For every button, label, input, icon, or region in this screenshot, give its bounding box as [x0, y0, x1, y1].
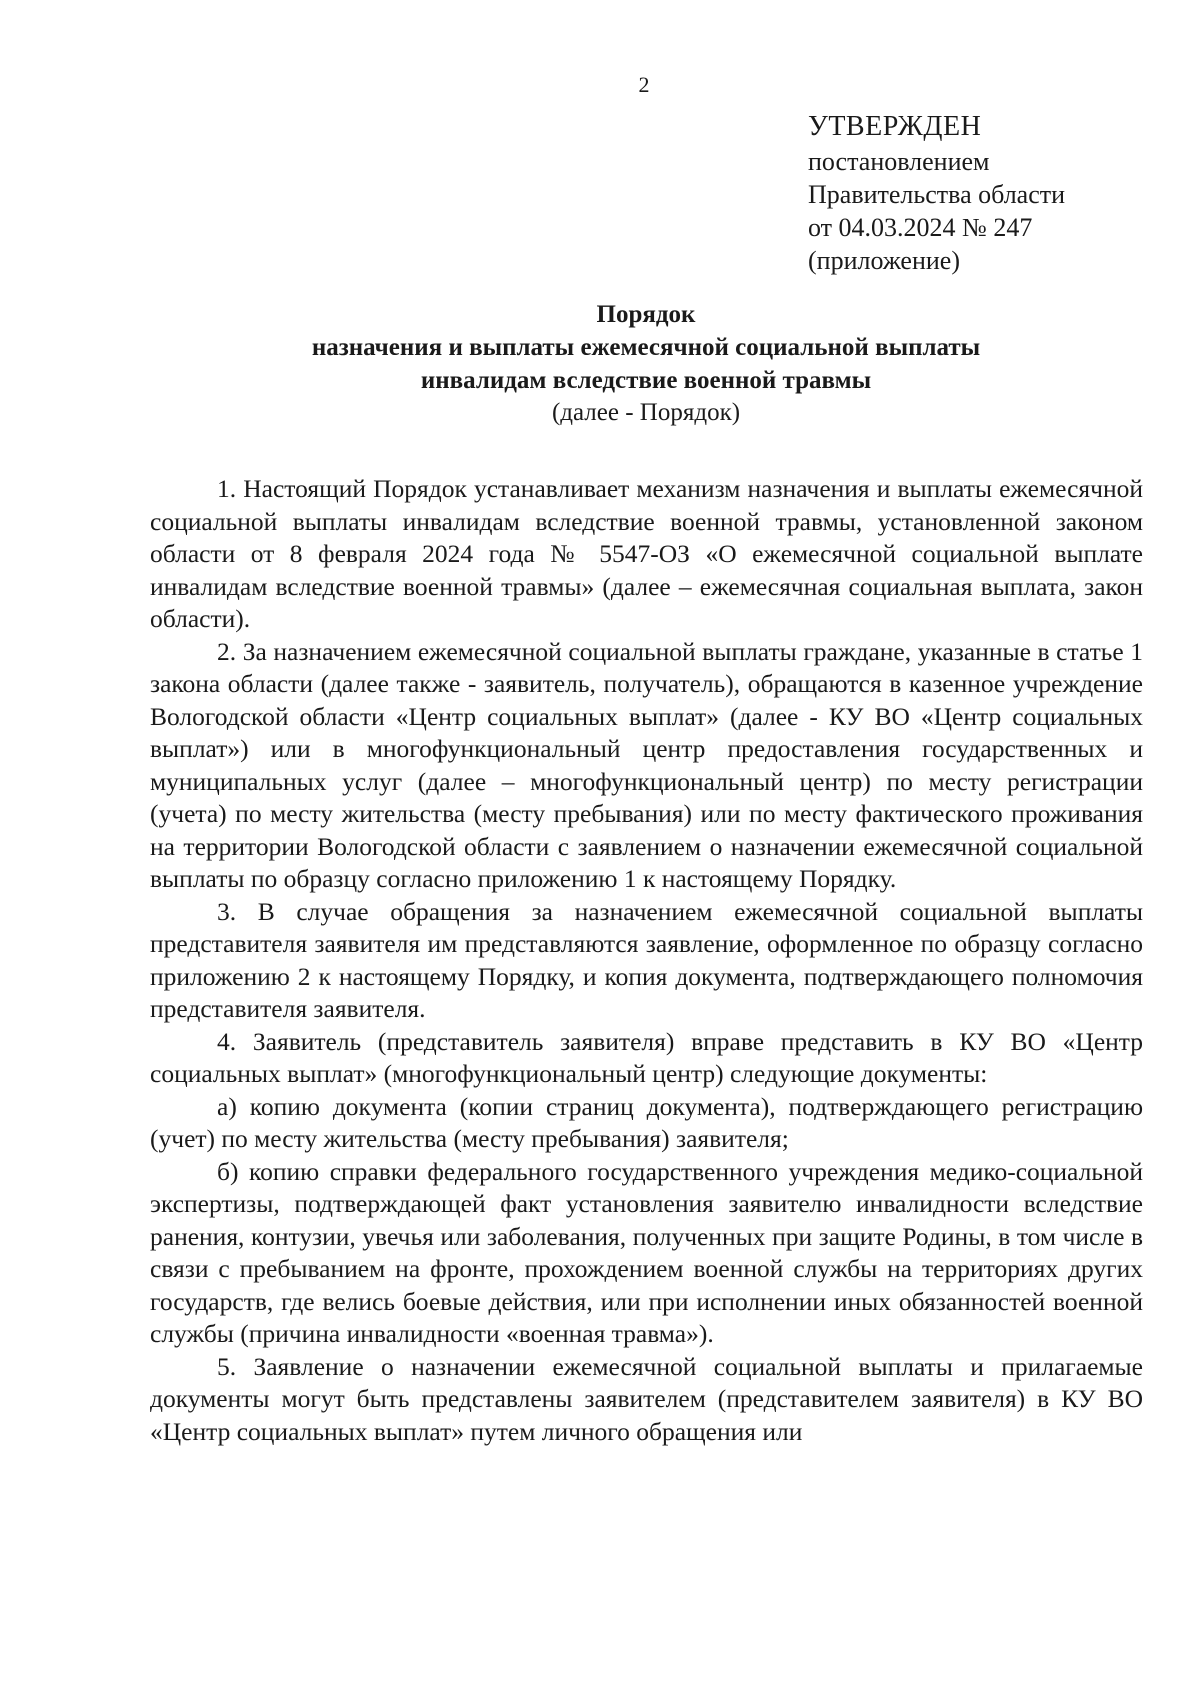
- document-heading: [140, 298, 1152, 429]
- paragraph-4b: б) копию справки федерального государственного учреждения медико-социальной экспертизы, подтверждающей факт установления заявителю инвалидности вследствие ранения, контузии, увечья или заболевания, полученных при защите Родины, в том числе в связи с пребыванием на фронте, прохождением военной службы на территориях других государств, где велись боевые действия, или при исполнении иных обязанностей военной службы (причина инвалидности «военная травма»).: [150, 1156, 1143, 1348]
- page-number: 2: [638, 72, 650, 97]
- approval-title: УТВЕРЖДЕН: [808, 111, 982, 142]
- heading-title: Порядок: [596, 301, 696, 328]
- paragraph-2: 2. За назначением ежемесячной социальной выплаты граждане, указанные в статье 1 закона области (далее также - заявитель, получатель), обращаются в казенное учреждение Вологодской области «Центр социальных выплат» (далее - КУ ВО «Центр социальных выплат») или в многофункциональный центр предоставления государственных и муниципальных услуг (далее – многофункциональный центр) по месту регистрации (учета) по месту жительства (месту пребывания) или по месту фактического проживания на территории Вологодской области с заявлением о назначении ежемесячной социальной выплаты по образцу согласно приложению 1 к настоящему Порядку.: [150, 636, 1143, 893]
- paragraph-1: 1. Настоящий Порядок устанавливает механизм назначения и выплаты ежемесячной социальной выплаты инвалидам вследствие военной травмы, установленной законом области от 8 февраля 2024 года № 5547-ОЗ «О ежемесячной социальной выплате инвалидам вследствие военной травмы» (далее – ежемесячная социальная выплата, закон области).: [150, 474, 1143, 633]
- approval-line: от 04.03.2024 № 247: [808, 213, 1033, 242]
- paragraph-3: 3. В случае обращения за назначением ежемесячной социальной выплаты представителя заявителя им представляются заявление, оформленное по образцу согласно приложению 2 к настоящему Порядку, и копия документа, подтверждающего полномочия представителя заявителя.: [150, 896, 1143, 1023]
- document-body: [150, 473, 1143, 1448]
- approval-stamp: [808, 110, 1065, 277]
- approval-line: постановлением: [808, 147, 990, 176]
- paragraph-4a: а) копию документа (копии страниц документа), подтверждающего регистрацию (учет) по месту жительства (месту пребывания) заявителя;: [150, 1091, 1143, 1153]
- heading-subtitle-line: назначения и выплаты ежемесячной социальной выплаты: [311, 334, 981, 361]
- heading-note: (далее - Порядок): [551, 399, 741, 426]
- heading-subtitle-line: инвалидам вследствие военной травмы: [420, 367, 872, 394]
- approval-line: Правительства области: [808, 180, 1066, 209]
- paragraph-4: 4. Заявитель (представитель заявителя) вправе представить в КУ ВО «Центр социальных выплат» (многофункциональный центр) следующие документы:: [150, 1026, 1143, 1088]
- approval-line: (приложение): [808, 246, 961, 275]
- paragraph-5: 5. Заявление о назначении ежемесячной социальной выплаты и прилагаемые документы могут быть представлены заявителем (представителем заявителя) в КУ ВО «Центр социальных выплат» путем личного обращения или: [150, 1351, 1143, 1446]
